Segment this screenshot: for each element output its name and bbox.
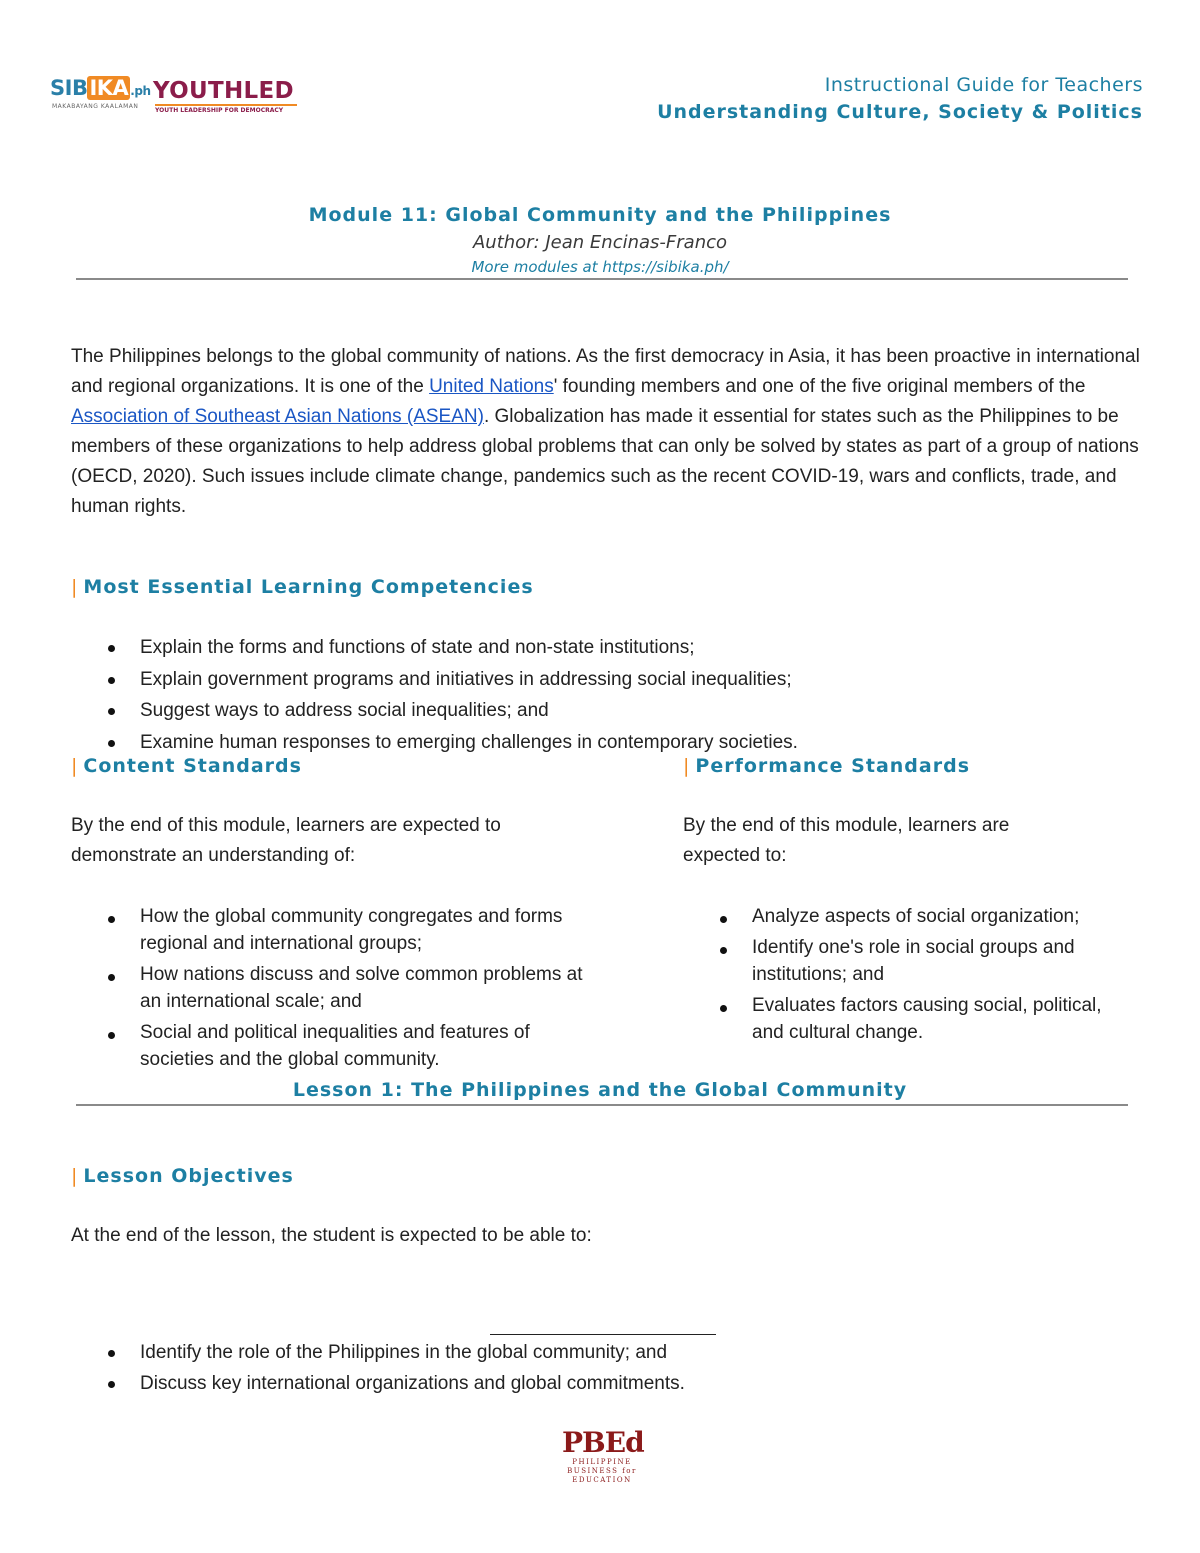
list-item: Identify one's role in social groups and institutions; and	[683, 934, 1138, 988]
youthled-underline	[155, 104, 297, 106]
list-item: Identify the role of the Philippines in the global community; and	[71, 1337, 1151, 1368]
asean-link[interactable]: Association of Southeast Asian Nations (ASEAN)	[71, 406, 484, 427]
list-item: Social and political inequalities and features of societies and the global community.	[71, 1019, 601, 1073]
module-title: Module 11: Global Community and the Philippines	[308, 204, 892, 226]
lesson-objectives-intro: At the end of the lesson, the student is expected to be able to:	[71, 1225, 592, 1246]
performance-standards-intro: By the end of this module, learners are expected to:	[683, 815, 1010, 866]
heading-bar-icon: |	[71, 1165, 79, 1187]
performance-standards-list	[683, 903, 1138, 1050]
heading-bar-icon: |	[683, 755, 691, 777]
list-item: Examine human responses to emerging challenges in contemporary societies.	[71, 727, 1151, 759]
divider	[76, 278, 1128, 280]
lesson-objectives-heading: | Lesson Objectives	[71, 1165, 294, 1187]
list-item: Explain the forms and functions of state and non-state institutions;	[71, 632, 1151, 664]
list-item: Explain government programs and initiatives in addressing social inequalities;	[71, 664, 1151, 696]
heading-bar-icon: |	[71, 576, 79, 598]
content-standards-heading: | Content Standards	[71, 755, 302, 777]
sibika-logo: SIBIKA .ph MAKABAYANG KAALAMAN	[50, 76, 151, 110]
list-item: Analyze aspects of social organization;	[683, 903, 1138, 930]
melc-heading: | Most Essential Learning Competencies	[71, 576, 534, 598]
list-item: Discuss key international organizations and global commitments.	[71, 1368, 1151, 1399]
intro-paragraph: The Philippines belongs to the global community of nations. As the first democracy in Asia, it has been proactive in international and regional organizations. It is one of the United Nations' founding members and one of the five original members of the Association of Southeast Asian Nations (ASEAN). Globalization has made it essential for states such as the Philippines to be members of these organizations to help address global problems that can only be solved by states as part of a group of nations (OECD, 2020). Such issues include climate change, pandemics such as the recent COVID-19, wars and conflicts, trade, and human rights.	[71, 346, 1140, 517]
content-standards-intro: By the end of this module, learners are expected to demonstrate an understanding of:	[71, 815, 501, 866]
module-author: Author: Jean Encinas-Franco	[472, 232, 728, 253]
list-item: Evaluates factors causing social, political, and cultural change.	[683, 992, 1138, 1046]
subject-title: Understanding Culture, Society & Politics	[657, 101, 1143, 123]
lesson-objectives-list	[71, 1337, 1151, 1399]
more-modules-link[interactable]: More modules at https://sibika.ph/	[471, 258, 729, 276]
list-item: How the global community congregates and forms regional and international groups;	[71, 903, 601, 957]
list-item: Suggest ways to address social inequalities; and	[71, 695, 1151, 727]
blank-line	[490, 1334, 716, 1335]
list-item: How nations discuss and solve common problems at an international scale; and	[71, 961, 601, 1015]
divider	[76, 1104, 1128, 1106]
content-standards-list	[71, 903, 601, 1077]
melc-list	[71, 632, 1151, 758]
guide-label: Instructional Guide for Teachers	[824, 74, 1143, 96]
united-nations-link[interactable]: United Nations	[429, 376, 554, 397]
performance-standards-heading: | Performance Standards	[683, 755, 971, 777]
lesson-title: Lesson 1: The Philippines and the Global Community	[292, 1079, 908, 1101]
pbed-logo: PBEd PHILIPPINE BUSINESS for EDUCATION	[562, 1426, 644, 1484]
heading-bar-icon: |	[71, 755, 79, 777]
youthled-logo: YOUTHLED YOUTH LEADERSHIP FOR DEMOCRACY	[153, 78, 313, 118]
